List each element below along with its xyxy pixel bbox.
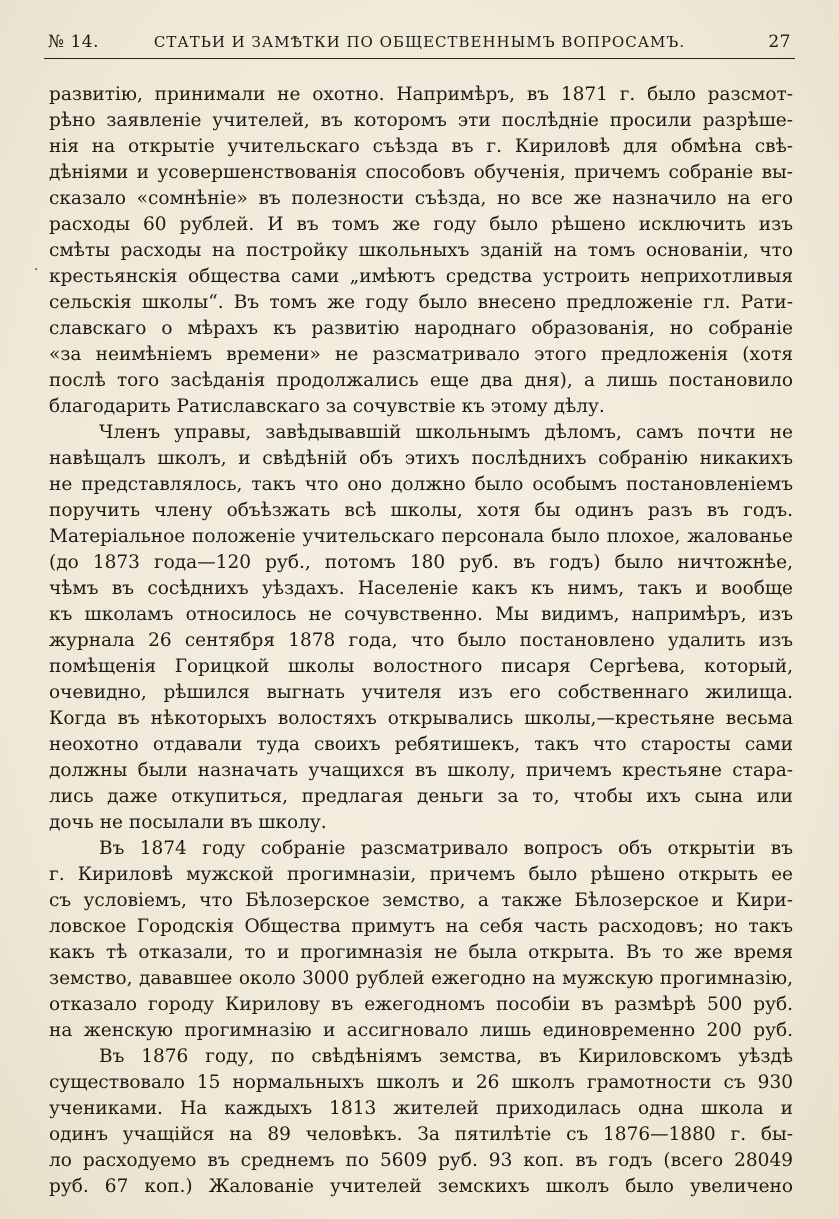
text-line: Когда въ нѣкоторыхъ волостяхъ открывались школы,—крестьяне весьма — [49, 708, 793, 729]
text-line: развитiю, принимали не охотно. Напримѣръ, въ 1871 г. было разсмот- — [49, 84, 793, 105]
text-line: руб. 67 коп.) Жалованiе учителей земскихъ школъ было увеличено — [49, 1176, 793, 1197]
margin-dot: · — [34, 262, 39, 278]
text-line: крестьянскiя общества сами „имѣютъ средства устроить неприхотливыя — [49, 266, 793, 287]
text-line: навѣщалъ школъ, и свѣдѣнiй объ этихъ послѣднихъ собранiю никакихъ — [49, 448, 793, 469]
text-line: «за неимѣнiемъ времени» не разсматривало этого предложенiя (хотя — [49, 344, 793, 365]
text-line: сельскiя школы“. Въ томъ же году было внесено предложенiе гл. Рати- — [49, 292, 793, 313]
text-line: къ школамъ относилось не сочувственно. Мы видимъ, напримѣръ, изъ — [49, 604, 793, 625]
text-line: на женскую прогимназiю и ассигновало лишь единовременно 200 руб. — [49, 1020, 793, 1041]
text-line: сказало «сомнѣнiе» въ полезности съѣзда, но все же назначило на его — [49, 188, 793, 209]
text-line: какъ тѣ отказали, то и прогимназiя не была открыта. Въ то же время — [49, 942, 793, 963]
text-line: (до 1873 года—120 руб., потомъ 180 руб. въ годъ) было ничтожнѣе, — [49, 552, 793, 573]
text-line: неохотно отдавали туда своихъ ребятишекъ, такъ что старосты сами — [49, 734, 793, 755]
text-line: благодарить Ратиславскаго за сочувствiе къ этому дѣлу. — [49, 396, 605, 417]
paragraph-start-line: Въ 1876 году, по свѣдѣнiямъ земства, въ Кириловскомъ уѣздѣ — [99, 1046, 793, 1067]
text-line: послѣ того засѣданiя продолжались еще два дня), а лишь постановило — [49, 370, 793, 391]
text-line: лись даже откупиться, предлагая деньги за то, чтобы ихъ сына или — [49, 786, 793, 807]
text-line: г. Кириловѣ мужской прогимназiи, причемъ было рѣшено открыть ее — [49, 864, 793, 885]
text-line: смѣты расходы на постройку школьныхъ зданiй на томъ основанiи, что — [49, 240, 793, 261]
running-header — [44, 32, 795, 59]
text-line: поручить члену объѣзжать всѣ школы, хотя бы одинъ разъ въ годъ. — [49, 500, 793, 521]
running-title: СТАТЬИ И ЗАМѢТКИ ПО ОБЩЕСТВЕННЫМЪ ВОПРОСАМЪ. — [153, 33, 686, 51]
text-line: должны были назначать учащихся въ школу, причемъ крестьяне стара- — [49, 760, 793, 781]
text-line: журнала 26 сентября 1878 года, что было постановлено удалить изъ — [49, 630, 793, 651]
issue-number: № 14. — [48, 32, 100, 52]
text-line: ловское Городскiя Общества примутъ на себя часть расходовъ; но такъ — [49, 916, 793, 937]
text-line: дочь не посылали въ школу. — [49, 812, 327, 833]
text-line: учениками. На каждыхъ 1813 жителей приходилась одна школа и — [49, 1098, 793, 1119]
text-line: нiя на открытiе учительскаго съѣзда въ г. Кириловѣ для обмѣна свѣ- — [49, 136, 793, 157]
text-line: существовало 15 нормальныхъ школъ и 26 школъ грамотности съ 930 — [49, 1072, 793, 1093]
text-line: рѣно заявленiе учителей, въ которомъ эти послѣднiе просили разрѣше- — [49, 110, 793, 131]
text-line: отказало городу Кирилову въ ежегодномъ пособiи въ размѣрѣ 500 руб. — [49, 994, 793, 1015]
page-number: 27 — [768, 32, 791, 52]
article-body — [49, 82, 793, 1200]
text-line: Матерiальное положенiе учительскаго персонала было плохое, жалованье — [49, 526, 793, 547]
text-line: не представлялось, такъ что оно должно было особымъ постановленiемъ — [49, 474, 793, 495]
text-line: одинъ учащiйся на 89 человѣкъ. За пятилѣтiе съ 1876—1880 г. бы- — [49, 1124, 793, 1145]
text-line: славскаго о мѣрахъ къ развитiю народнаго образованiя, но собранiе — [49, 318, 793, 339]
text-line: чѣмъ въ сосѣднихъ уѣздахъ. Населенiе какъ къ нимъ, такъ и вообще — [49, 578, 793, 599]
paragraph-start-line: Членъ управы, завѣдывавшiй школьнымъ дѣломъ, самъ почти не — [99, 422, 793, 443]
text-line: земство, дававшее около 3000 рублей ежегодно на мужскую прогимназiю, — [49, 968, 793, 989]
text-line: дѣнiями и усовершенствованiя способовъ обученiя, причемъ собранiе вы- — [49, 162, 793, 183]
text-line: съ условiемъ, что Бѣлозерское земство, а также Бѣлозерское и Кири- — [49, 890, 793, 911]
text-line: ло расходуемо въ среднемъ по 5609 руб. 93 коп. въ годъ (всего 28049 — [49, 1150, 793, 1171]
text-line: расходы 60 рублей. И въ томъ же году было рѣшено исключить изъ — [49, 214, 793, 235]
paragraph-start-line: Въ 1874 году собранiе разсматривало вопросъ объ открытiи въ — [99, 838, 793, 859]
text-line: помѣщенiя Горицкой школы волостного писаря Сергѣева, который, — [49, 656, 793, 677]
text-line: очевидно, рѣшился выгнать учителя изъ его собственнаго жилища. — [49, 682, 793, 703]
